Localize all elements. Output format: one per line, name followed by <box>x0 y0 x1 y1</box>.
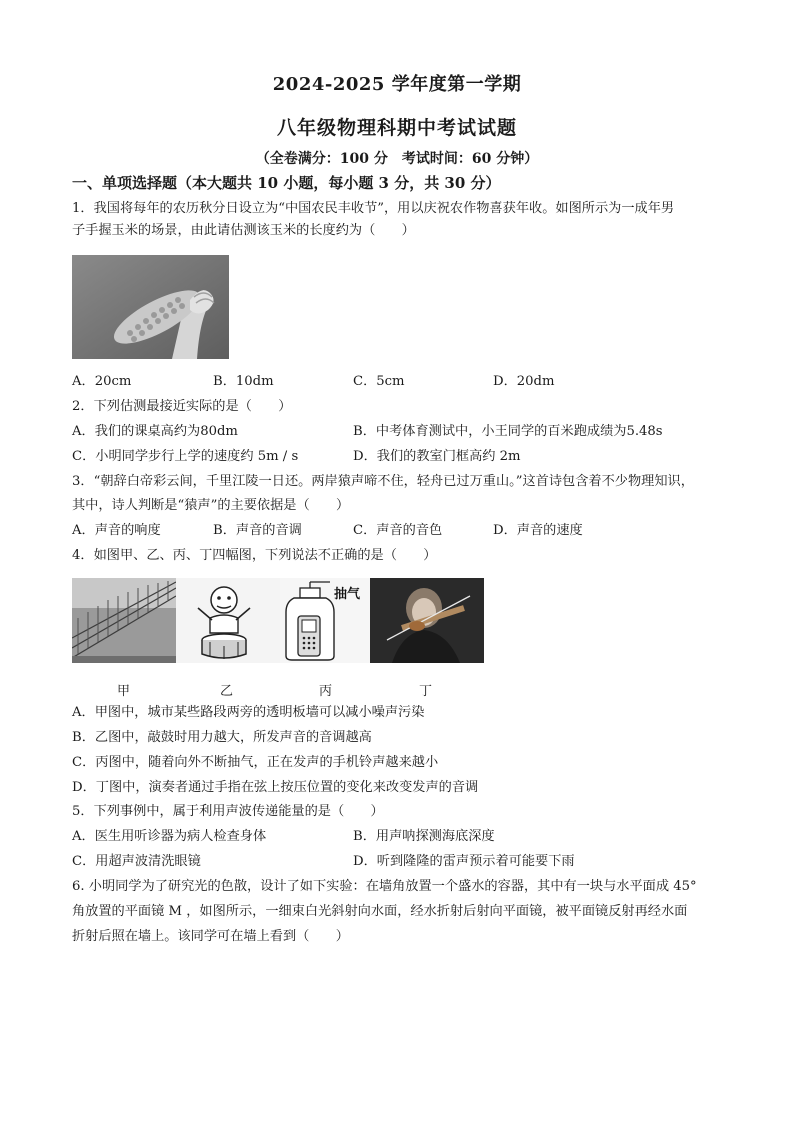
q2-option-c: C．小明同学步行上学的速度约 5m / s <box>72 449 299 464</box>
q1-option-d: D．20dm <box>493 374 555 389</box>
q5-option-b: B．用声呐探测海底深度 <box>353 829 495 844</box>
q2-option-d: D．我们的教室门框高约 2m <box>353 449 521 464</box>
exam-title-year: 2024-2025 学年度第一学期 <box>272 74 522 95</box>
section-heading: 一、单项选择题（本大题共 10 小题，每小题 3 分，共 30 分） <box>72 174 501 192</box>
q4-figure-strip <box>72 578 484 663</box>
caption-yi: 乙 <box>220 684 234 699</box>
q1-option-a: A．20cm <box>72 374 132 389</box>
q5-line1: 5．下列事例中，属于利用声波传递能量的是（ ） <box>72 804 384 819</box>
q2-option-a: A．我们的课桌高约为80dm <box>72 424 238 439</box>
q4-option-a: A．甲图中，城市某些路段两旁的透明板墙可以减小噪声污染 <box>72 705 425 720</box>
q1-corn-image <box>72 255 229 359</box>
q6-line1: 6. 小明同学为了研究光的色散，设计了如下实验：在墙角放置一个盛水的容器，其中有一块与水平面成 45° <box>72 879 697 894</box>
q3-line1: 3．“朝辞白帝彩云间，千里江陵一日还。两岸猿声啼不住，轻舟已过万重山。”这首诗包含着不少物理知识， <box>72 474 694 489</box>
exam-info: （全卷满分：100 分 考试时间：60 分钟） <box>255 151 539 167</box>
caption-ding: 丁 <box>419 684 433 699</box>
q4-line1: 4．如图甲、乙、丙、丁四幅图，下列说法不正确的是（ ） <box>72 548 437 563</box>
q1-line1: 1．我国将每年的农历秋分日设立为“中国农民丰收节”，用以庆祝农作物喜获年收。如图所示为一成年男 <box>72 201 675 216</box>
caption-jia: 甲 <box>117 684 131 699</box>
exam-title-subject: 八年级物理科期中考试试题 <box>276 117 517 139</box>
q1-line2: 子手握玉米的场景，由此请估测该玉米的长度约为（ ） <box>72 223 415 238</box>
pump-label: 抽气 <box>334 587 361 602</box>
q3-option-a: A．声音的响度 <box>72 523 161 538</box>
q5-option-a: A．医生用听诊器为病人检查身体 <box>72 829 267 844</box>
q5-option-c: C．用超声波清洗眼镜 <box>72 854 201 869</box>
q5-option-d: D．听到隆隆的雷声预示着可能要下雨 <box>353 854 575 869</box>
q6-line3: 折射后照在墙上。该同学可在墙上看到（ ） <box>72 929 349 944</box>
q2-option-b: B．中考体育测试中，小王同学的百米跑成绩为5.48s <box>353 424 663 439</box>
q3-option-d: D．声音的速度 <box>493 523 583 538</box>
q3-line2: 其中，诗人判断是“猿声”的主要依据是（ ） <box>72 498 350 513</box>
caption-bing: 丙 <box>319 684 333 699</box>
q1-option-b: B．10dm <box>213 374 274 389</box>
q3-option-b: B．声音的音调 <box>213 523 302 538</box>
q4-option-c: C．丙图中，随着向外不断抽气，正在发声的手机铃声越来越小 <box>72 755 439 770</box>
q6-line2: 角放置的平面镜 M ，如图所示，一细束白光斜射向水面，经水折射后射向平面镜，被平面镜反射再经水面 <box>72 904 688 919</box>
q3-option-c: C．声音的音色 <box>353 523 443 538</box>
q4-option-b: B．乙图中，敲鼓时用力越大，所发声音的音调越高 <box>72 730 372 745</box>
q1-option-c: C．5cm <box>353 374 405 389</box>
q4-option-d: D．丁图中，演奏者通过手指在弦上按压位置的变化来改变发声的音调 <box>72 780 479 795</box>
q2-line1: 2．下列估测最接近实际的是（ ） <box>72 399 292 414</box>
